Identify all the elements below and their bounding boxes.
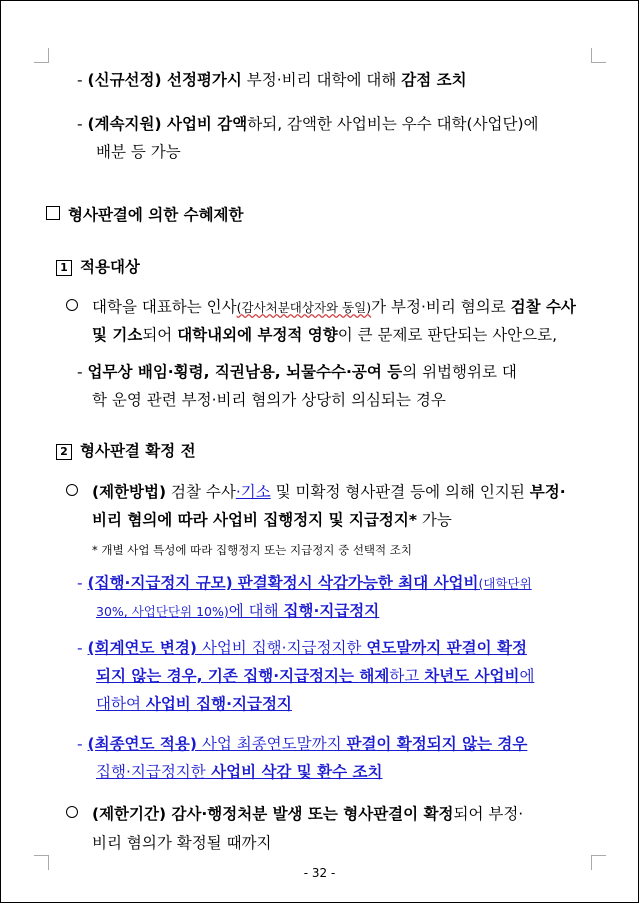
line-new-selection: - (신규선정) 선정평가시 부정·비리 대학에 대해 감점 조치 (77, 71, 467, 89)
numbered-box-icon: 2 (56, 444, 72, 460)
subsection-1-heading: 1 적용대상 (56, 257, 140, 277)
circle-bullet-icon (66, 299, 78, 311)
crop-mark-top-right (591, 48, 606, 63)
line-continued-support: - (계속지원) 사업비 감액하되, 감액한 사업비는 우수 대학(사업단)에 (77, 115, 539, 133)
blue-dash-scale-line-1: - (집행·지급정지 규모) 판결확정시 삭감가능한 최대 사업비(대학단위 (77, 574, 532, 592)
checkbox-square-icon (46, 206, 60, 220)
blue-dash-scale-line-2: 30%, 사업단단위 10%)에 대해 집행·지급정지 (96, 602, 380, 620)
blue-dash-final-line-2: 집행·지급정지한 사업비 삭감 및 환수 조치 (96, 763, 383, 781)
dash-offenses-line-2: 학 운영 관련 부정·비리 혐의가 상당히 의심되는 경우 (92, 391, 446, 409)
crop-mark-top-left (34, 48, 49, 63)
line-continued-support-2: 배분 등 가능 (96, 143, 181, 161)
page-number: - 32 - (303, 866, 336, 880)
numbered-box-icon: 1 (56, 260, 72, 276)
subsection-2-heading: 2 형사판결 확정 전 (56, 441, 196, 461)
bullet-target-line-2: 및 기소되어 대학내외에 부정적 영향이 큰 문제로 판단되는 사안으로, (92, 326, 558, 344)
circle-bullet-icon (66, 806, 78, 818)
blue-dash-fiscal-line-3: 대하여 사업비 집행·지급정지 (96, 695, 292, 713)
circle-bullet-icon (66, 484, 78, 496)
footnote-line: * 개별 사업 특성에 따라 집행정지 또는 지급정지 중 선택적 조치 (92, 543, 413, 557)
bullet-method-line-2: 비리 혐의에 따라 사업비 집행정지 및 지급정지* 가능 (92, 511, 452, 529)
bullet-target-line-1: 대학을 대표하는 인사(감사처분대상자와 동일)가 부정·비리 혐의로 검찰 수사 (66, 297, 576, 318)
bullet-period-line-1: (제한기간) 감사·행정처분 발생 또는 형사판결이 확정되어 부정· (66, 804, 523, 824)
blue-dash-fiscal-line-1: - (회계연도 변경) 사업비 집행·지급정지한 연도말까지 판결이 확정 (77, 639, 527, 657)
blue-dash-fiscal-line-2: 되지 않는 경우, 기존 집행·지급정지는 해제하고 차년도 사업비에 (96, 667, 535, 685)
section-heading: 형사판결에 의한 수혜제한 (46, 205, 244, 225)
bullet-method-line-1: (제한방법) 검찰 수사·기소 및 미확정 형사판결 등에 의해 인지된 부정· (66, 482, 566, 502)
blue-dash-final-line-1: - (최종연도 적용) 사업 최종연도말까지 판결이 확정되지 않는 경우 (77, 735, 528, 753)
dash-offenses-line-1: - 업무상 배임·횡령, 직권남용, 뇌물수수·공여 등의 위법행위로 대 (77, 363, 517, 381)
bullet-period-line-2: 비리 혐의가 확정될 때까지 (92, 834, 272, 852)
